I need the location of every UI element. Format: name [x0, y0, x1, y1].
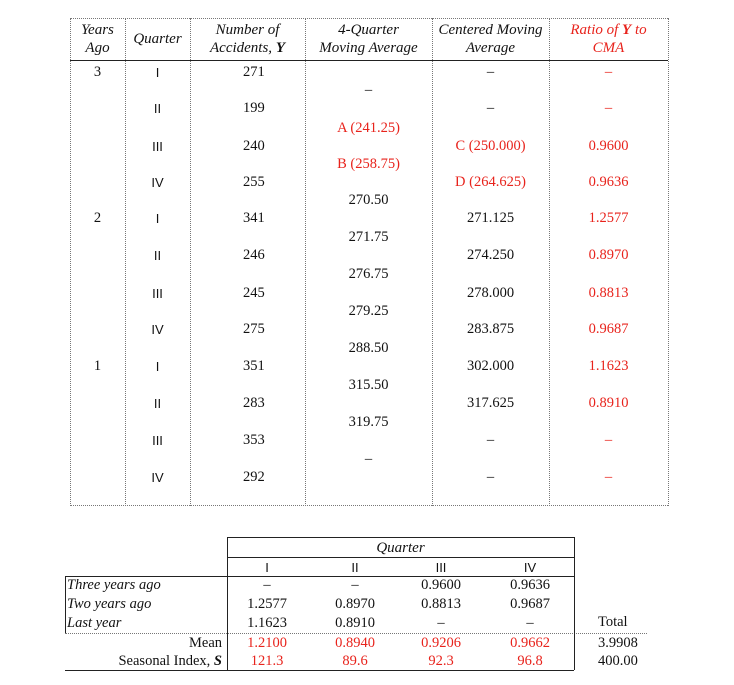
ratio-value: 0.8970 [588, 247, 629, 263]
moving-average-value: 279.25 [348, 303, 389, 319]
ratio-value: – [604, 100, 613, 116]
ratio-cell: 1.1623 [247, 615, 287, 631]
header-ratio: Ratio of Y to CMA [570, 22, 647, 56]
quarter-value: II [153, 396, 162, 411]
table1-header-rule [70, 60, 668, 61]
moving-average-value: 315.50 [348, 377, 389, 393]
mean-total: 3.9908 [598, 635, 638, 651]
header-moving-average: 4-Quarter Moving Average [319, 22, 418, 56]
table2-quarter-header: Quarter [376, 540, 425, 556]
mean-value: 0.9206 [421, 635, 461, 651]
accidents-value: 245 [243, 285, 265, 301]
moving-average-value: A (241.25) [337, 120, 400, 136]
year-row-label: Three years ago [67, 577, 161, 593]
centered-ma-value: C (250.000) [455, 138, 526, 154]
table2-quarter-label: III [435, 560, 447, 575]
table1-bottom-rule [70, 505, 668, 506]
accidents-value: 255 [243, 174, 265, 190]
mean-value: 1.2100 [247, 635, 287, 651]
moving-average-value: 270.50 [348, 192, 389, 208]
ratio-cell: 0.9636 [510, 577, 550, 593]
centered-ma-value: – [486, 100, 495, 116]
ratio-cell: – [351, 577, 359, 593]
centered-ma-value: – [486, 432, 495, 448]
accidents-value: 246 [243, 247, 265, 263]
header-years-ago: Years Ago [81, 22, 114, 56]
ratio-cell: – [526, 615, 534, 631]
centered-ma-value: 302.000 [466, 358, 515, 374]
table2-mean-rule [65, 633, 647, 634]
ratio-cell: – [263, 577, 271, 593]
ratio-cell: 1.2577 [247, 596, 287, 612]
ratio-cell: 0.9687 [510, 596, 550, 612]
quarter-value: IV [151, 322, 164, 337]
var-y: Y [275, 40, 285, 56]
seasonal-index-label: Seasonal Index, S [118, 653, 222, 669]
ratio-cell: – [437, 615, 445, 631]
ratio-value: 1.1623 [588, 358, 629, 374]
ratio-value: 1.2577 [588, 210, 629, 226]
centered-ma-value: 271.125 [466, 210, 515, 226]
header-centered-ma: Centered Moving Average [438, 22, 543, 56]
mean-value: 0.9662 [510, 635, 550, 651]
header-accidents: Number of Accidents, Y [210, 22, 285, 56]
table1-col-divider [70, 18, 71, 506]
ratio-cell: 0.8813 [421, 596, 461, 612]
table2-col-divider [65, 576, 66, 633]
years-ago-value: 2 [93, 210, 102, 226]
accidents-value: 353 [243, 432, 265, 448]
quarter-value: II [153, 248, 162, 263]
year-row-label: Last year [67, 615, 122, 631]
accidents-value: 341 [243, 210, 265, 226]
quarter-value: IV [151, 470, 164, 485]
index-total: 400.00 [598, 653, 638, 669]
ratio-value: 0.9636 [588, 174, 629, 190]
years-ago-value: 3 [93, 64, 102, 80]
quarter-value: I [155, 359, 160, 374]
seasonal-index-value: 96.8 [517, 653, 543, 669]
ratio-cell: 0.8910 [335, 615, 375, 631]
accidents-value: 199 [243, 100, 265, 116]
seasonal-index-value: 89.6 [342, 653, 368, 669]
ratio-value: 0.8910 [588, 395, 629, 411]
years-ago-value: 1 [93, 358, 102, 374]
ratio-cell: 0.9600 [421, 577, 461, 593]
quarter-value: III [152, 286, 163, 301]
accidents-value: 292 [243, 469, 265, 485]
accidents-value: 283 [243, 395, 265, 411]
table2-quarter-label: II [351, 560, 359, 575]
ratio-value: 0.8813 [588, 285, 629, 301]
ratio-value: 0.9687 [588, 321, 629, 337]
header-quarter: Quarter [133, 31, 182, 47]
centered-ma-value: D (264.625) [455, 174, 526, 190]
centered-ma-value: – [486, 469, 495, 485]
year-row-label: Two years ago [67, 596, 152, 612]
mean-label: Mean [188, 635, 222, 651]
table1-top-rule [70, 18, 668, 19]
table1-col-divider [668, 18, 669, 506]
ratio-value: – [604, 469, 613, 485]
table2-quarter-label: IV [523, 560, 537, 575]
quarter-value: II [153, 101, 162, 116]
mean-value: 0.8940 [335, 635, 375, 651]
centered-ma-value: 317.625 [466, 395, 515, 411]
table2-top-rule [227, 537, 574, 538]
quarter-value: I [155, 65, 160, 80]
seasonal-index-value: 92.3 [428, 653, 454, 669]
moving-average-value: B (258.75) [337, 156, 400, 172]
accidents-value: 351 [243, 358, 265, 374]
centered-ma-value: – [486, 64, 495, 80]
centered-ma-value: 278.000 [466, 285, 515, 301]
table1-col-divider [190, 18, 191, 506]
quarter-value: I [155, 211, 160, 226]
table2-bottom-rule [65, 670, 574, 671]
ratio-value: 0.9600 [588, 138, 629, 154]
table2-col-divider [574, 537, 575, 670]
accidents-value: 271 [243, 64, 265, 80]
moving-average-value: 319.75 [348, 414, 389, 430]
seasonal-index-value: 121.3 [250, 653, 284, 669]
moving-average-value: 271.75 [348, 229, 389, 245]
table2-quarter-label: I [265, 560, 269, 575]
quarter-value: III [152, 139, 163, 154]
moving-average-value: – [364, 451, 373, 467]
ratio-value: – [604, 64, 613, 80]
moving-average-value: – [364, 82, 373, 98]
ratio-value: – [604, 432, 613, 448]
quarter-value: IV [151, 175, 164, 190]
centered-ma-value: 283.875 [466, 321, 515, 337]
centered-ma-value: 274.250 [466, 247, 515, 263]
moving-average-value: 276.75 [348, 266, 389, 282]
accidents-value: 275 [243, 321, 265, 337]
total-label: Total [598, 614, 628, 630]
ratio-cell: 0.8970 [335, 596, 375, 612]
table2-header-rule [227, 557, 574, 558]
quarter-value: III [152, 433, 163, 448]
moving-average-value: 288.50 [348, 340, 389, 356]
accidents-value: 240 [243, 138, 265, 154]
